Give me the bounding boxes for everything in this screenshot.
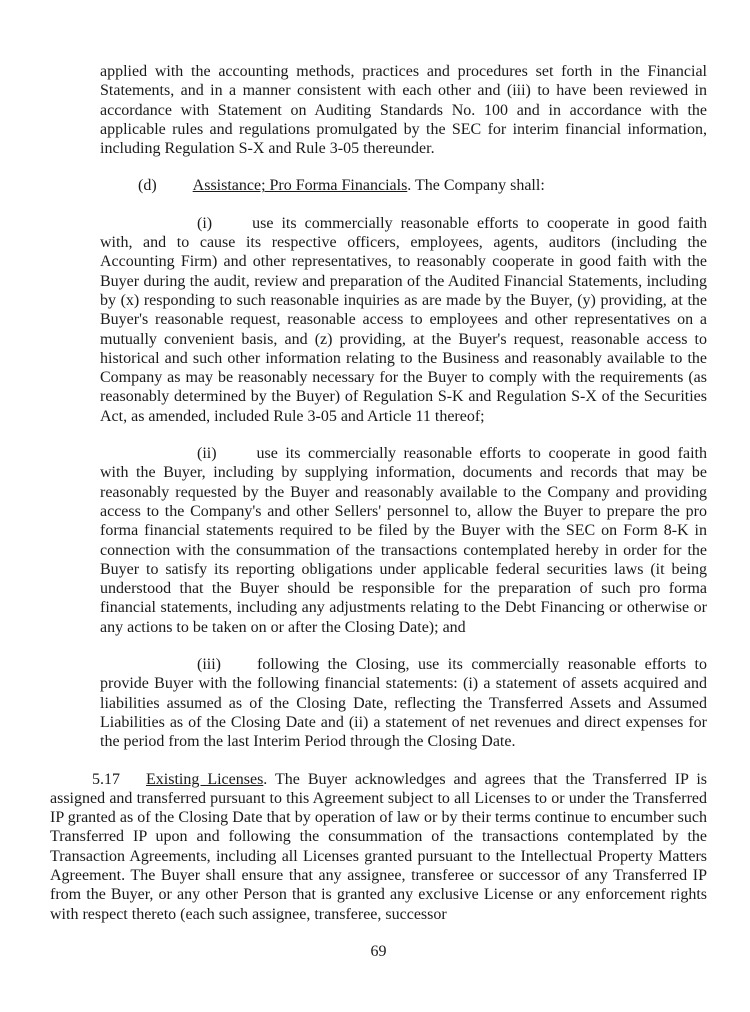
section-5-17-paragraph <box>50 770 707 924</box>
clause-ii-text: use its commercially reasonable efforts to cooperate in good faith with the Buyer, including by supplying information, documents and records that may be reasonably requested by the Buyer and reasonably available to the Company and providing access to the Company's and other Sellers' personnel to, allow the Buyer to prepare the pro forma financial statements required to be filed by the Buyer with the SEC on Form 8-K in connection with the consummation of the transactions contemplated hereby in order for the Buyer to satisfy its reporting obligations under applicable federal securities laws (it being understood that the Buyer should be responsible for the preparation of such pro forma financial statements, including any adjustments relating to the Debt Financing or otherwise or any actions to be taken on or after the Closing Date); and <box>100 445 707 636</box>
clause-iii-text: following the Closing, use its commercially reasonable efforts to provide Buyer with the following financial statements: (i) a statement of assets acquired and liabilities assumed as of the Closing Date, reflecting the Transferred Assets and Assumed Liabilities as of the Closing Date and (ii) a statement of net revenues and direct expenses for the period from the last Interim Period through the Closing Date. <box>100 656 707 751</box>
clause-i-label: (i) <box>197 214 213 232</box>
clause-d-text: . The Company shall: <box>407 177 545 195</box>
clause-d-heading: Assistance; Pro Forma Financials <box>192 177 408 195</box>
clause-ii-label: (ii) <box>197 445 217 463</box>
section-5-17-heading: Existing Licenses <box>146 770 264 788</box>
clause-iii-paragraph <box>100 655 707 751</box>
subsection-block <box>100 62 707 752</box>
clause-d-line <box>100 176 707 195</box>
clause-i-text: use its commercially reasonable efforts to cooperate in good faith with, and to cause its respective officers, employees, agents, auditors (including the Accounting Firm) and other representatives, to reasonably cooperate in good faith with the Buyer during the audit, review and preparation of the Audited Financial Statements, including by (x) responding to such reasonable inquiries as are made by the Buyer, (y) providing, at the Buyer's reasonable request, reasonable access to employees and other representatives on a mutually convenient basis, and (z) providing, at the Buyer's request, reasonable access to historical and such other information relating to the Business and reasonably available to the Company as may be reasonably necessary for the Buyer to comply with the requirements (as reasonably determined by the Buyer) of Regulation S-K and Regulation S-X of the Securities Act, as amended, included Rule 3-05 and Article 11 thereof; <box>100 214 707 425</box>
continuation-paragraph: applied with the accounting methods, practices and procedures set forth in the Financial Statements, and in a manner consistent with each other and (iii) to have been reviewed in accordance with Statement on Auditing Standards No. 100 and in accordance with the applicable rules and regulations promulgated by the SEC for interim financial information, including Regulation S-X and Rule 3-05 thereunder. <box>100 63 707 158</box>
clause-i-paragraph <box>100 214 707 426</box>
clause-d-label: (d) <box>138 177 157 195</box>
section-5-17-number: 5.17 <box>92 770 120 788</box>
clause-ii-paragraph <box>100 444 707 637</box>
clause-iii-label: (iii) <box>197 656 221 674</box>
page-number: 69 <box>370 942 387 960</box>
section-5-17-text: . The Buyer acknowledges and agrees that the Transferred IP is assigned and transferred pursuant to this Agreement subject to all Licenses to or under the Transferred IP granted as of the Closing Date that by operation of law or by their terms continue to encumber such Transferred IP upon and following the consummation of the transactions contemplated by the Transaction Agreements, including all Licenses granted pursuant to the Intellectual Property Matters Agreement. The Buyer shall ensure that any assignee, transferee or successor of any Transferred IP from the Buyer, or any other Person that is granted any exclusive License or any enforcement rights with respect thereto (each such assignee, transferee, successor <box>50 770 708 923</box>
